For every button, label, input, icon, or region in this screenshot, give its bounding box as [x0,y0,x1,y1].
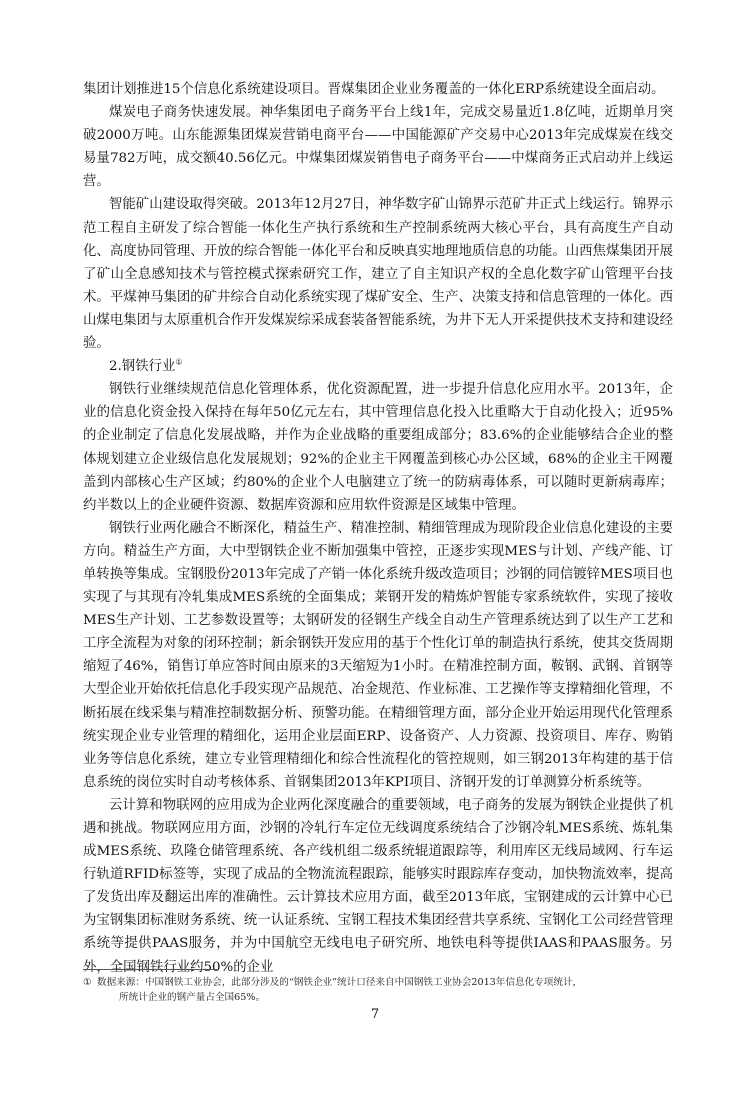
paragraph-1: 集团计划推进15个信息化系统建设项目。晋煤集团企业业务覆盖的一体化ERP系统建设全面启动。 [83,82,665,97]
footnote [83,975,673,1005]
paragraph-smart-mine: 智能矿山建设取得突破。2013年12月27日，神华数字矿山锦界示范矿井正式上线运行。锦界示范工程自主研发了综合智能一体化生产执行系统和生产控制系统两大核心平台，具有高度生产自动化、高度协同管理、开放的综合智能一体化平台和反映真实地理地质信息的功能。山西焦煤集团开展了矿山全息感知技术与管控模式探索研究工作，建立了自主知识产权的全息化数字矿山管理平台技术。平煤神马集团的矿井综合自动化系统实现了煤矿安全、生产、决策支持和信息管理的一体化。西山煤电集团与太原重机合作开发煤炭综采成套装备智能系统，为井下无人开采提供技术支持和建设经验。 [83,197,673,352]
page-body [83,78,673,979]
paragraph-coal-ecommerce: 煤炭电子商务快速发展。神华集团电子商务平台上线1年，完成交易量近1.8亿吨，近期单月突破2000万吨。山东能源集团煤炭营销电商平台——中国能源矿产交易中心2013年完成煤炭在线交易量782万吨，成交额40.56亿元。中煤集团煤炭销售电子商务平台——中煤商务正式启动并上线运营。 [83,105,673,190]
page-number: 7 [370,1007,380,1022]
section-heading-text: 2.钢铁行业 [109,359,176,375]
paragraph-steel-integration: 钢铁行业两化融合不断深化，精益生产、精准控制、精细管理成为现阶段企业信息化建设的主要方向。精益生产方面，大中型钢铁企业不断加强集中管控，正逐步实现MES与计划、产线产能、订单转换等集成。宝钢股份2013年完成了产销一体化系统升级改造项目；沙钢的同信镀锌MES项目也实现了与其现有冷轧集成MES系统的全面集成；莱钢开发的精炼炉智能专家系统软件，实现了接收MES生产计划、工艺参数设置等；太钢研发的径钢生产线全自动生产管理系统达到了以生产工艺和工序全流程为对象的闭环控制；新余钢铁开发应用的基于个性化订单的制造执行系统，使其交货周期缩短了46%，销售订单应答时间由原来的3天缩短为1小时。在精准控制方面，鞍钢、武钢、首钢等大型企业开始依托信息化手段实现产品规范、冶金规范、作业标准、工艺操作等支撑精细化管理，不断拓展在线采集与精准控制数据分析、预警功能。在精细管理方面，部分企业开始运用现代化管理系统实现企业专业管理的精细化，运用企业层面ERP、设备资产、人力资源、投资项目、库存、购销业务等信息化系统，建立专业管理精细化和综合性流程化的管控规则，如三钢2013年构建的基于信息系统的岗位实时自动考核体系、首钢集团2013年KPI项目、济钢开发的订单测算分析系统等。 [83,520,673,790]
paragraph-steel-management: 钢铁行业继续规范信息化管理体系，优化资源配置，进一步提升信息化应用水平。2013年，企业的信息化资金投入保持在每年50亿元左右，其中管理信息化投入比重略大于自动化投入；近95%的企业制定了信息化发展战略，并作为企业战略的重要组成部分；83.6%的企业能够结合企业的整体规划建立企业级信息化发展规划；92%的企业主干网覆盖到核心办公区域，68%的企业主干网覆盖到内部核心生产区域；约80%的企业个人电脑建立了统一的防病毒体系，可以随时更新病毒库；约半数以上的企业硬件资源、数据库资源和应用软件资源是区域集中管理。 [83,382,673,513]
footnote-mark: ① [83,977,92,988]
footnote-line-2: 所统计企业的钢产量占全国65%。 [119,992,266,1003]
section-heading-steel [83,355,673,378]
footnote-divider [83,969,217,970]
paragraph-cloud-iot: 云计算和物联网的应用成为企业两化深度融合的重要领域，电子商务的发展为钢铁企业提供了机遇和挑战。物联网应用方面，沙钢的冷轧行车定位无线调度系统结合了沙钢冷轧MES系统、炼轧集成MES系统、玖隆仓储管理系统、各产线机组二级系统辊道跟踪等，利用库区无线局域网、行车运行轨道RFID标签等，实现了成品的全物流流程跟踪，能够实时跟踪库存变动，加快物流效率，提高了发货出库及翻运出库的准确性。云计算技术应用方面，截至2013年底，宝钢建成的云计算中心已为宝钢集团标准财务系统、统一认证系统、宝钢工程技术集团经营共享系统、宝钢化工公司经营管理系统等提供PAAS服务，并为中国航空无线电电子研究所、地铁电科等提供IAAS和PAAS服务。另外，全国钢铁行业约50%的企业 [83,797,673,975]
footnote-ref[interactable]: ① [175,357,183,367]
footnote-line-1 [83,975,673,990]
footnote-text-1: 数据来源：中国钢铁工业协会，此部分涉及的“钢铁企业”统计口径来自中国钢铁工业协会2013年信息化专项统计， [97,977,583,988]
